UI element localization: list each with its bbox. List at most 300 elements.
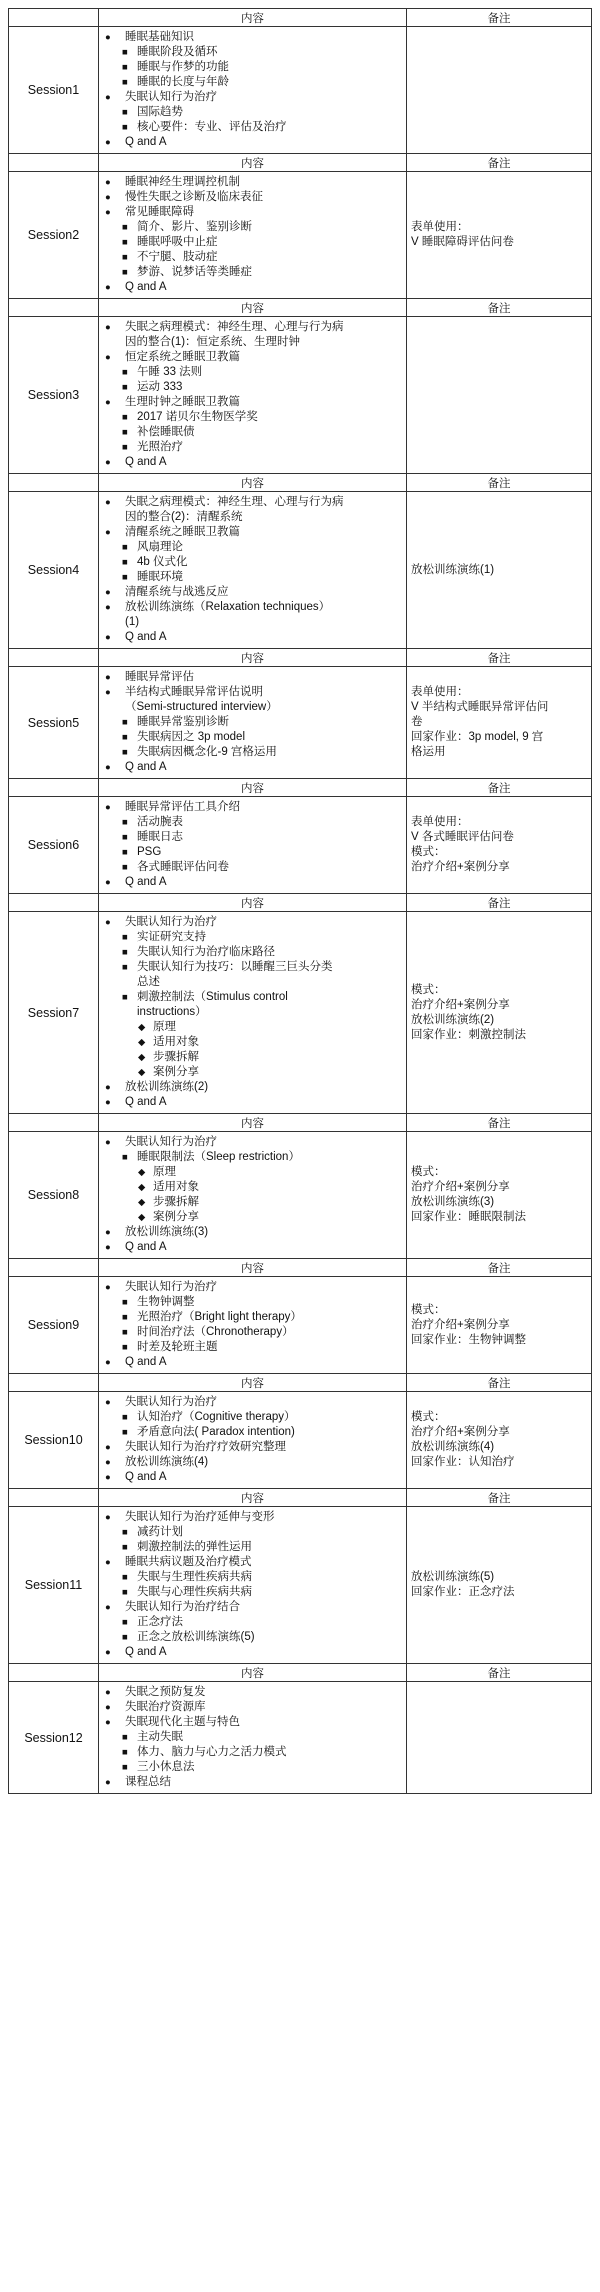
content-item — [99, 135, 402, 150]
content-item — [99, 1540, 402, 1555]
header-content: 内容 — [99, 154, 407, 172]
content-item — [99, 1180, 402, 1195]
content-item-text: 活动腕表 — [137, 816, 183, 828]
notes-cell — [407, 1507, 592, 1664]
content-item — [99, 1035, 402, 1050]
header-blank — [9, 779, 99, 797]
content-item-text: 三小休息法 — [137, 1761, 195, 1773]
session-label: Session6 — [9, 797, 99, 894]
content-item — [99, 930, 402, 945]
notes-line: 卷 — [411, 716, 423, 728]
content-item — [99, 1525, 402, 1540]
content-cell — [99, 172, 407, 299]
content-item — [99, 760, 402, 775]
content-item — [99, 280, 402, 295]
notes-line: 治疗介绍+案例分享 — [411, 1318, 510, 1331]
content-item-text: Q and A — [125, 631, 167, 643]
session-label: Session12 — [9, 1682, 99, 1794]
content-item-text: 半结构式睡眠异常评估说明 （Semi-structured interview） — [125, 686, 278, 713]
notes-line: V 各式睡眠评估问卷 — [411, 831, 514, 843]
content-item-text: 午睡 33 法则 — [137, 366, 203, 378]
content-item-text: Q and A — [125, 761, 167, 773]
header-notes: 备注 — [407, 1374, 592, 1392]
session-label: Session5 — [9, 667, 99, 779]
content-item-text: 睡眠阶段及循环 — [137, 46, 218, 58]
content-item-text: 原理 — [153, 1021, 176, 1033]
content-cell — [99, 1682, 407, 1794]
header-row — [9, 9, 592, 27]
notes-line: 模式： — [411, 1303, 446, 1316]
notes-line: 模式： — [411, 983, 446, 996]
content-item — [99, 1470, 402, 1485]
content-item-text: 各式睡眠评估问卷 — [137, 861, 229, 873]
header-row — [9, 474, 592, 492]
content-item — [99, 1325, 402, 1340]
content-cell — [99, 1132, 407, 1259]
notes-line: 治疗介绍+案例分享 — [411, 861, 510, 873]
content-cell — [99, 492, 407, 649]
content-item — [99, 190, 402, 205]
notes-cell — [407, 1392, 592, 1489]
content-item — [99, 1395, 402, 1410]
content-item — [99, 1340, 402, 1355]
content-item-text: Q and A — [125, 1356, 167, 1368]
session-label: Session7 — [9, 912, 99, 1114]
content-item-text: 核心要件：专业、评估及治疗 — [137, 121, 287, 133]
content-item — [99, 1210, 402, 1225]
content-item-text: 原理 — [153, 1166, 176, 1178]
header-content: 内容 — [99, 649, 407, 667]
header-notes: 备注 — [407, 779, 592, 797]
content-item — [99, 235, 402, 250]
content-item — [99, 105, 402, 120]
content-item — [99, 830, 402, 845]
header-content: 内容 — [99, 9, 407, 27]
header-row — [9, 1259, 592, 1277]
session-row — [9, 172, 592, 299]
header-notes: 备注 — [407, 154, 592, 172]
content-item-text: 案例分享 — [153, 1066, 199, 1078]
content-item — [99, 395, 402, 410]
content-item — [99, 600, 402, 630]
content-item-text: Q and A — [125, 136, 167, 148]
notes-line: 回家作业：3p model, 9 宫 — [411, 731, 544, 743]
session-label: Session3 — [9, 317, 99, 474]
notes-cell — [407, 172, 592, 299]
content-item-text: 风扇理论 — [137, 541, 183, 553]
content-item-text: 睡眠的长度与年龄 — [137, 76, 229, 88]
content-item-text: 失眠认知行为治疗 — [125, 1136, 217, 1148]
content-item-text: 简介、影片、鉴别诊断 — [137, 221, 252, 233]
content-item — [99, 1585, 402, 1600]
content-item — [99, 630, 402, 645]
content-item-text: 睡眠限制法（Sleep restriction） — [137, 1151, 300, 1163]
content-item-text: 放松训练演练(4) — [125, 1456, 209, 1468]
content-item-text: 生理时钟之睡眠卫教篇 — [125, 396, 240, 408]
notes-line: 治疗介绍+案例分享 — [411, 1181, 510, 1193]
notes-line: 放松训练演练(1) — [411, 563, 495, 576]
content-item-text: 睡眠异常评估 — [125, 671, 194, 683]
content-cell — [99, 1277, 407, 1374]
content-item-text: 失眠之病理模式：神经生理、心理与行为病 因的整合(1)：恒定系统、生理时钟 — [125, 321, 344, 348]
content-item — [99, 585, 402, 600]
header-blank — [9, 1374, 99, 1392]
content-item-text: 体力、脑力与心力之活力模式 — [137, 1746, 287, 1758]
content-item — [99, 120, 402, 135]
content-item — [99, 1195, 402, 1210]
notes-line: 回家作业：认知治疗 — [411, 1456, 515, 1468]
session-label: Session8 — [9, 1132, 99, 1259]
content-item — [99, 1240, 402, 1255]
content-item-text: 正念疗法 — [137, 1616, 183, 1628]
content-cell — [99, 667, 407, 779]
content-item-text: 正念之放松训练演练(5) — [137, 1631, 255, 1643]
content-item-text: 运动 333 — [137, 381, 183, 393]
content-item — [99, 745, 402, 760]
session-row — [9, 1392, 592, 1489]
content-item — [99, 495, 402, 525]
header-blank — [9, 299, 99, 317]
content-item — [99, 1050, 402, 1065]
content-item-text: 实证研究支持 — [137, 931, 206, 943]
content-item-text: 睡眠异常评估工具介绍 — [125, 801, 240, 813]
session-label: Session10 — [9, 1392, 99, 1489]
content-item-text: 梦游、说梦话等类睡症 — [137, 266, 252, 278]
notes-cell — [407, 1132, 592, 1259]
header-row — [9, 299, 592, 317]
content-item-text: 光照治疗 — [137, 441, 183, 453]
header-content: 内容 — [99, 299, 407, 317]
content-item-text: Q and A — [125, 281, 167, 293]
content-item — [99, 90, 402, 105]
content-item-text: 时间治疗法（Chronotherapy） — [137, 1326, 294, 1338]
content-item-text: 失眠认知行为治疗 — [125, 1281, 217, 1293]
content-item-text: 失眠认知行为治疗临床路径 — [137, 946, 275, 958]
content-item-text: PSG — [137, 846, 162, 858]
content-item-text: 睡眠呼吸中止症 — [137, 236, 218, 248]
notes-cell — [407, 317, 592, 474]
content-item — [99, 175, 402, 190]
header-row — [9, 1114, 592, 1132]
content-item — [99, 350, 402, 365]
header-notes: 备注 — [407, 9, 592, 27]
header-content: 内容 — [99, 1114, 407, 1132]
header-blank — [9, 649, 99, 667]
notes-cell — [407, 667, 592, 779]
content-item-text: 4b 仪式化 — [137, 556, 188, 568]
notes-line: 回家作业：睡眠限制法 — [411, 1211, 526, 1223]
content-item-text: 主动失眠 — [137, 1731, 183, 1743]
header-notes: 备注 — [407, 299, 592, 317]
session-row — [9, 27, 592, 154]
content-item-text: Q and A — [125, 1096, 167, 1108]
notes-line: 表单使用： — [411, 686, 469, 698]
content-item-text: 失眠与生理性疾病共病 — [137, 1571, 252, 1583]
header-notes: 备注 — [407, 474, 592, 492]
content-item — [99, 1645, 402, 1660]
content-item — [99, 685, 402, 715]
notes-line: 放松训练演练(2) — [411, 1013, 495, 1026]
header-notes: 备注 — [407, 1259, 592, 1277]
content-item-text: 失眠病因概念化-9 宫格运用 — [137, 746, 277, 758]
content-item — [99, 555, 402, 570]
header-content: 内容 — [99, 1374, 407, 1392]
notes-line: 回家作业：刺激控制法 — [411, 1028, 526, 1041]
notes-line: 回家作业：生物钟调整 — [411, 1333, 526, 1346]
content-item — [99, 1165, 402, 1180]
content-item-text: 睡眠环境 — [137, 571, 183, 583]
content-item — [99, 1095, 402, 1110]
content-item-text: 光照治疗（Bright light therapy） — [137, 1311, 302, 1323]
notes-line: 模式： — [411, 1411, 446, 1423]
notes-line: 表单使用： — [411, 816, 469, 828]
content-item-text: 常见睡眠障碍 — [125, 206, 194, 218]
content-item-text: 睡眠与作梦的功能 — [137, 61, 229, 73]
content-cell — [99, 317, 407, 474]
content-item — [99, 1225, 402, 1240]
session-row — [9, 667, 592, 779]
content-item — [99, 845, 402, 860]
header-blank — [9, 1489, 99, 1507]
content-item — [99, 990, 402, 1020]
content-item — [99, 670, 402, 685]
header-blank — [9, 9, 99, 27]
content-item — [99, 380, 402, 395]
content-item — [99, 60, 402, 75]
content-item-text: 失眠认知行为治疗疗效研究整理 — [125, 1441, 286, 1453]
content-item — [99, 960, 402, 990]
content-item — [99, 1410, 402, 1425]
notes-line: 治疗介绍+案例分享 — [411, 998, 510, 1011]
content-item — [99, 365, 402, 380]
content-item-text: 失眠认知行为技巧：以睡醒三巨头分类 总述 — [137, 961, 333, 988]
content-item — [99, 800, 402, 815]
content-item-text: 失眠认知行为治疗结合 — [125, 1601, 240, 1613]
content-item-text: 课程总结 — [125, 1776, 171, 1788]
header-blank — [9, 1664, 99, 1682]
content-item-text: 失眠之病理模式：神经生理、心理与行为病 因的整合(2)：清醒系统 — [125, 496, 344, 523]
header-row — [9, 779, 592, 797]
notes-line: 放松训练演练(3) — [411, 1196, 495, 1208]
content-item-text: 适用对象 — [153, 1036, 199, 1048]
header-blank — [9, 894, 99, 912]
header-row — [9, 154, 592, 172]
content-item-text: 失眠认知行为治疗 — [125, 91, 217, 103]
content-item-text: Q and A — [125, 1471, 167, 1483]
content-item-text: 刺激控制法（Stimulus control instructions） — [137, 991, 288, 1018]
content-item — [99, 1440, 402, 1455]
content-cell — [99, 27, 407, 154]
content-item-text: 补偿睡眠债 — [137, 426, 195, 438]
content-item-text: 失眠之预防复发 — [125, 1686, 206, 1698]
content-item — [99, 815, 402, 830]
content-item — [99, 1150, 402, 1165]
content-item-text: 清醒系统之睡眠卫教篇 — [125, 526, 240, 538]
header-row — [9, 1664, 592, 1682]
content-item-text: 清醒系统与战逃反应 — [125, 586, 229, 598]
content-item — [99, 1600, 402, 1615]
content-item-text: 恒定系统之睡眠卫教篇 — [125, 351, 240, 363]
session-label: Session11 — [9, 1507, 99, 1664]
content-item — [99, 220, 402, 235]
session-row — [9, 492, 592, 649]
content-item-text: 放松训练演练(2) — [125, 1081, 209, 1093]
content-item-text: 步骤拆解 — [153, 1196, 199, 1208]
content-item — [99, 1555, 402, 1570]
content-item — [99, 1715, 402, 1730]
header-notes: 备注 — [407, 1489, 592, 1507]
content-item — [99, 1080, 402, 1095]
content-item-text: 时差及轮班主题 — [137, 1341, 218, 1353]
content-cell — [99, 797, 407, 894]
content-item — [99, 1065, 402, 1080]
content-item-text: 睡眠共病议题及治疗模式 — [125, 1556, 252, 1568]
header-content: 内容 — [99, 474, 407, 492]
header-notes: 备注 — [407, 1114, 592, 1132]
content-item — [99, 1730, 402, 1745]
content-item-text: 刺激控制法的弹性运用 — [137, 1541, 252, 1553]
header-content: 内容 — [99, 779, 407, 797]
notes-line: 表单使用： — [411, 221, 469, 233]
content-item — [99, 945, 402, 960]
notes-cell — [407, 27, 592, 154]
notes-line: 放松训练演练(4) — [411, 1441, 495, 1453]
content-item-text: 生物钟调整 — [137, 1296, 195, 1308]
header-row — [9, 649, 592, 667]
course-schedule-table — [8, 8, 592, 1794]
content-item-text: 失眠病因之 3p model — [137, 731, 246, 743]
content-item-text: 国际趋势 — [137, 106, 183, 118]
header-content: 内容 — [99, 1489, 407, 1507]
content-item — [99, 455, 402, 470]
content-item — [99, 1355, 402, 1370]
content-item — [99, 1570, 402, 1585]
session-label: Session4 — [9, 492, 99, 649]
notes-cell — [407, 1277, 592, 1374]
content-item-text: 失眠与心理性疾病共病 — [137, 1586, 252, 1598]
content-item — [99, 1760, 402, 1775]
notes-cell — [407, 492, 592, 649]
session-row — [9, 1132, 592, 1259]
header-row — [9, 1489, 592, 1507]
content-item-text: 失眠治疗资源库 — [125, 1701, 206, 1713]
content-item — [99, 250, 402, 265]
content-item — [99, 715, 402, 730]
session-label: Session9 — [9, 1277, 99, 1374]
content-item — [99, 30, 402, 45]
header-notes: 备注 — [407, 1664, 592, 1682]
content-item — [99, 860, 402, 875]
notes-line: 回家作业：正念疗法 — [411, 1586, 515, 1598]
content-item-text: Q and A — [125, 1241, 167, 1253]
content-item — [99, 1615, 402, 1630]
session-label: Session2 — [9, 172, 99, 299]
content-item — [99, 1280, 402, 1295]
session-label: Session1 — [9, 27, 99, 154]
content-item — [99, 265, 402, 280]
header-blank — [9, 154, 99, 172]
header-row — [9, 894, 592, 912]
content-item-text: 放松训练演练（Relaxation techniques） (1) — [125, 601, 331, 628]
content-item — [99, 440, 402, 455]
content-item-text: 失眠认知行为治疗延伸与变形 — [125, 1511, 275, 1523]
content-item — [99, 1685, 402, 1700]
content-item-text: 不宁腿、肢动症 — [137, 251, 218, 263]
session-row — [9, 1682, 592, 1794]
content-item-text: 失眠现代化主题与特色 — [125, 1716, 240, 1728]
content-item — [99, 915, 402, 930]
content-item-text: 失眠认知行为治疗 — [125, 916, 217, 928]
content-item — [99, 320, 402, 350]
content-item — [99, 410, 402, 425]
content-item — [99, 45, 402, 60]
content-item-text: 矛盾意向法( Paradox intention) — [137, 1426, 295, 1438]
content-item-text: Q and A — [125, 876, 167, 888]
content-item-text: 失眠认知行为治疗 — [125, 1396, 217, 1408]
content-item — [99, 1455, 402, 1470]
header-row — [9, 1374, 592, 1392]
content-item-text: 睡眠神经生理调控机制 — [125, 176, 240, 188]
notes-line: 模式： — [411, 1166, 446, 1178]
header-notes: 备注 — [407, 649, 592, 667]
session-row — [9, 1277, 592, 1374]
session-row — [9, 912, 592, 1114]
content-item — [99, 1700, 402, 1715]
content-item — [99, 1425, 402, 1440]
content-item-text: 睡眠异常鉴别诊断 — [137, 716, 229, 728]
content-item-text: 2017 诺贝尔生物医学奖 — [137, 411, 258, 423]
content-item — [99, 540, 402, 555]
content-item-text: 减药计划 — [137, 1526, 183, 1538]
content-item — [99, 1020, 402, 1035]
content-item — [99, 1775, 402, 1790]
content-item — [99, 1630, 402, 1645]
header-content: 内容 — [99, 1664, 407, 1682]
content-item-text: 睡眠基础知识 — [125, 31, 194, 43]
content-item-text: 睡眠日志 — [137, 831, 183, 843]
content-item — [99, 205, 402, 220]
content-item — [99, 570, 402, 585]
content-item — [99, 1310, 402, 1325]
notes-line: 格运用 — [411, 746, 446, 758]
content-item — [99, 1295, 402, 1310]
content-cell — [99, 912, 407, 1114]
content-item — [99, 425, 402, 440]
content-item — [99, 1135, 402, 1150]
session-row — [9, 797, 592, 894]
content-item — [99, 1745, 402, 1760]
content-item — [99, 1510, 402, 1525]
content-item — [99, 75, 402, 90]
content-item-text: 步骤拆解 — [153, 1051, 199, 1063]
notes-cell — [407, 1682, 592, 1794]
content-item-text: 慢性失眠之诊断及临床表征 — [125, 191, 263, 203]
notes-cell — [407, 797, 592, 894]
notes-cell — [407, 912, 592, 1114]
notes-line: V 半结构式睡眠异常评估问 — [411, 701, 549, 713]
notes-line: 治疗介绍+案例分享 — [411, 1426, 510, 1438]
content-item-text: Q and A — [125, 456, 167, 468]
session-row — [9, 317, 592, 474]
content-item-text: 认知治疗（Cognitive therapy） — [137, 1411, 296, 1423]
content-item — [99, 525, 402, 540]
content-item-text: Q and A — [125, 1646, 167, 1658]
header-blank — [9, 474, 99, 492]
session-row — [9, 1507, 592, 1664]
header-content: 内容 — [99, 894, 407, 912]
content-cell — [99, 1507, 407, 1664]
header-blank — [9, 1114, 99, 1132]
